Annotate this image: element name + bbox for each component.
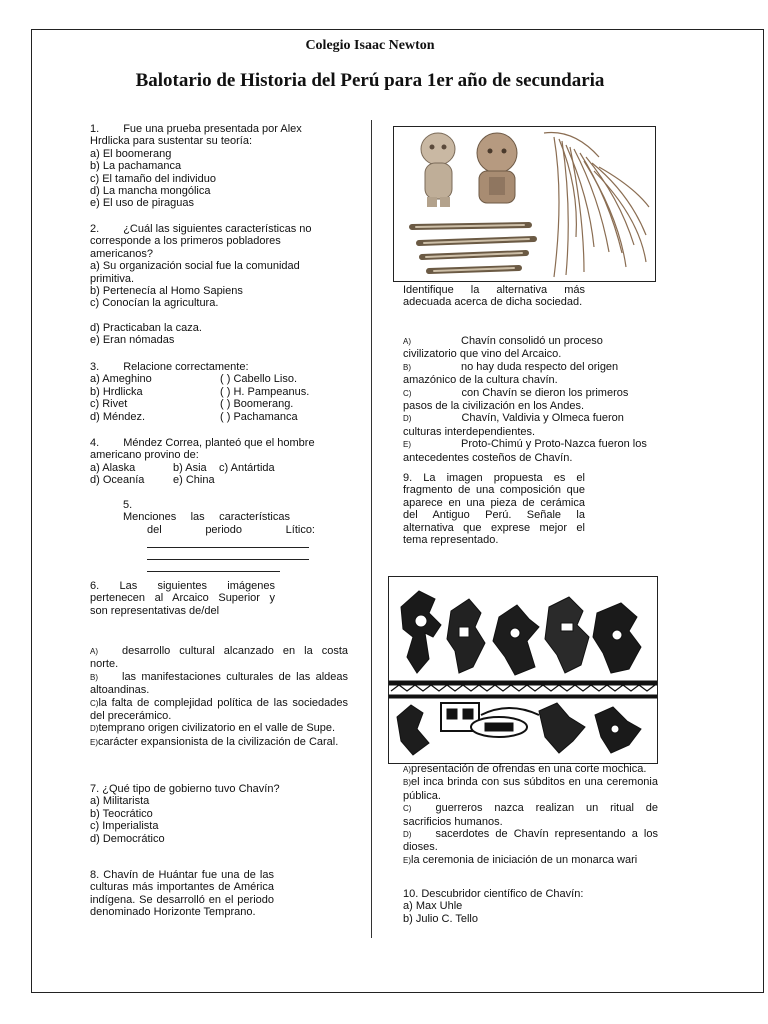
q2-option: a) Su organización social fue la comunidad (90, 260, 300, 273)
q6-option-letter: C) (90, 698, 99, 708)
q6-option-letter: D) (90, 724, 99, 734)
q1-stem: Fue una prueba presentada por Alex (123, 123, 302, 135)
school-name: Colegio Isaac Newton (305, 38, 435, 53)
q1-option: e) El uso de piraguas (90, 197, 194, 210)
q9-option-text: la ceremonia de iniciación de un monarca wari (411, 853, 638, 866)
q6-option-text: las manifestaciones culturales de las aldeas altoandinas. (90, 670, 348, 697)
q9-options (403, 763, 658, 867)
q8-option-text: con Chavín se dieron los primeros pasos de la civilización en los Andes. (403, 386, 629, 413)
q6-option-text: carácter expansionista de la civilización de Caral. (98, 735, 339, 748)
question-4 (90, 437, 340, 487)
q6-stem-cont: pertenecen al Arcaico Superior y (90, 592, 275, 605)
q6-option-text: temprano origen civilizatorio en el valle de Supe. (98, 722, 336, 735)
lower-figure-3 (595, 707, 641, 753)
q1-option: b) La pachamanca (90, 160, 182, 173)
q3-left-item: a) Ameghino (90, 373, 152, 386)
lower-figure-2 (539, 703, 585, 753)
q6-option-text: la falta de complejidad política de las sociedades del precerámico. (90, 696, 348, 723)
q4-option: b) Asia (173, 461, 207, 474)
q6-option-letter: A) (90, 647, 98, 656)
q1-option: c) El tamaño del individuo (90, 172, 216, 185)
q9-option-text: guerreros nazca realizan un ritual de sacrificios humanos. (403, 802, 658, 828)
q9-option-letter: D) (403, 830, 412, 840)
q8-option-text: Chavín consolidó un proceso civilizatorio que vino del Arcaico. (403, 335, 603, 361)
q8-continuation (403, 284, 585, 309)
clay-figurine-1 (421, 133, 455, 207)
q8-option-letter: C) (403, 388, 412, 398)
q2-option: c) Conocían la agricultura. (90, 297, 219, 310)
q3-left-item: b) Hrdlicka (90, 385, 143, 398)
q4-option: d) Oceanía (90, 474, 145, 487)
q9-option-text: presentación de ofrendas en una corte mochica. (411, 763, 647, 775)
q4-number: 4. (90, 437, 100, 449)
quipu (544, 133, 649, 278)
q4-option: c) Antártida (219, 461, 275, 474)
question-2 (90, 223, 335, 347)
q7-option: c) Imperialista (90, 820, 159, 833)
wooden-sticks (412, 225, 534, 271)
q7-option: d) Democrático (90, 832, 165, 845)
question-9 (403, 472, 585, 546)
q9-option-letter: A) (403, 765, 411, 774)
q3-right-item: ( ) Pachamanca (220, 410, 298, 423)
q8-option-letter: E) (403, 440, 411, 450)
q1-option: d) La mancha mongólica (90, 185, 211, 198)
q6-option-letter: B) (90, 672, 98, 682)
q4-stem-cont: americano provino de: (90, 449, 199, 462)
q3-left-item: d) Méndez. (90, 410, 146, 423)
q9-stem: 9. La imagen propuesta es el fragmento de una composición que aparece en una pieza de cerámica del Antiguo Perú. Señale la alternativa que exprese mejor el tema representado. (403, 472, 585, 547)
decorative-band (391, 685, 655, 691)
q5-stem: Menciones las características (123, 511, 290, 524)
answer-line[interactable] (147, 536, 309, 548)
q3-number: 3. (90, 361, 100, 373)
question-5 (123, 499, 315, 572)
litter-throne (441, 703, 539, 737)
warrior-figure-1 (401, 591, 441, 673)
q3-stem: Relacione correctamente: (123, 361, 249, 373)
q2-stem-cont: americanos? (90, 247, 153, 260)
q4-option: a) Alaska (90, 461, 136, 474)
q2-option: primitiva. (90, 272, 135, 285)
q6-option-text: desarrollo cultural alcanzado en la costa norte. (90, 645, 348, 671)
q3-right-item: ( ) Cabello Liso. (220, 373, 298, 386)
question-3 (90, 361, 340, 423)
q2-option: d) Practicaban la caza. (90, 321, 202, 334)
warrior-figure-4 (545, 597, 589, 673)
ceramic-scene-illustration (389, 577, 657, 763)
q10-stem: 10. Descubridor científico de Chavín: (403, 888, 584, 900)
q8-options (403, 335, 648, 464)
q7-option: b) Teocrático (90, 807, 153, 820)
q8-option-letter: B) (403, 362, 411, 372)
question-1 (90, 123, 330, 210)
q9-option-letter: E) (403, 855, 411, 865)
warrior-figure-5 (593, 603, 641, 673)
q8-option-text: Chavín, Valdivia y Olmeca fueron culturas interdependientes. (403, 412, 624, 438)
q9-option-text: el inca brinda con sus súbditos en una ceremonia pública. (403, 776, 658, 802)
answer-line[interactable] (147, 560, 280, 572)
q3-right-item: ( ) Boomerang. (220, 398, 294, 411)
q3-left-item: c) Rivet (90, 398, 128, 411)
q9-option-letter: B) (403, 778, 411, 788)
q9-option-letter: C) (403, 804, 412, 814)
q8-option-text: no hay duda respecto del origen amazónico de la cultura chavín. (403, 360, 619, 387)
lower-figure-1 (397, 705, 429, 755)
q2-option: b) Pertenecía al Homo Sapiens (90, 285, 243, 298)
artifacts-illustration (394, 127, 654, 280)
question-7 (90, 783, 330, 845)
question-6 (90, 580, 275, 617)
warrior-figure-3 (493, 605, 539, 675)
q2-stem: ¿Cuál las siguientes características no (123, 223, 312, 235)
q9-option-text: sacerdotes de Chavín representando a los dioses. (403, 828, 658, 854)
q6-stem: 6. Las siguientes imágenes (90, 580, 275, 592)
question-10 (403, 888, 653, 925)
q8-option-letter: A) (403, 337, 411, 346)
q6-stem-cont: son representativas de/del (90, 604, 220, 617)
q10-option: a) Max Uhle (403, 900, 463, 913)
q2-number: 2. (90, 223, 100, 235)
q8-option-text: Proto-Chimú y Proto-Nazca fueron los antecedentes costeños de Chavín. (403, 438, 647, 464)
q8-option-letter: D) (403, 414, 412, 424)
q1-number: 1. (90, 123, 100, 135)
q5-number: 5. (123, 499, 133, 511)
warrior-figure-2 (447, 599, 485, 673)
clay-figurine-2 (477, 133, 517, 203)
q7-option: a) Militarista (90, 795, 150, 808)
q4-option: e) China (173, 474, 215, 487)
q10-option: b) Julio C. Tello (403, 912, 478, 925)
q8-stem: 8. Chavín de Huántar fue una de las culturas más importantes de América indígena. Se desarrolló en el periodo denominado Horizonte Temprano. (90, 869, 274, 919)
q5-stem-cont: del periodo Lítico: (147, 523, 315, 536)
answer-line[interactable] (147, 548, 309, 560)
q4-stem: Méndez Correa, planteó que el hombre (123, 437, 315, 449)
ceramic-scene-image (388, 576, 658, 764)
column-divider (371, 120, 372, 938)
question-8 (90, 869, 274, 919)
q2-option: e) Eran nómadas (90, 334, 175, 347)
q1-stem-cont: Hrdlicka para sustentar su teoría: (90, 135, 253, 148)
q3-right-item: ( ) H. Pampeanus. (220, 385, 310, 398)
q2-stem-cont: corresponde a los primeros pobladores (90, 235, 281, 248)
q8-cont-text: Identifique la alternativa más adecuada acerca de dicha sociedad. (403, 284, 585, 309)
q6-option-letter: E) (90, 737, 98, 747)
q1-option: a) El boomerang (90, 147, 172, 160)
q7-stem: 7. ¿Qué tipo de gobierno tuvo Chavín? (90, 783, 280, 795)
page-title: Balotario de Historia del Perú para 1er año de secundaria (135, 70, 605, 91)
q6-options (90, 645, 348, 749)
artifacts-image (393, 126, 656, 282)
